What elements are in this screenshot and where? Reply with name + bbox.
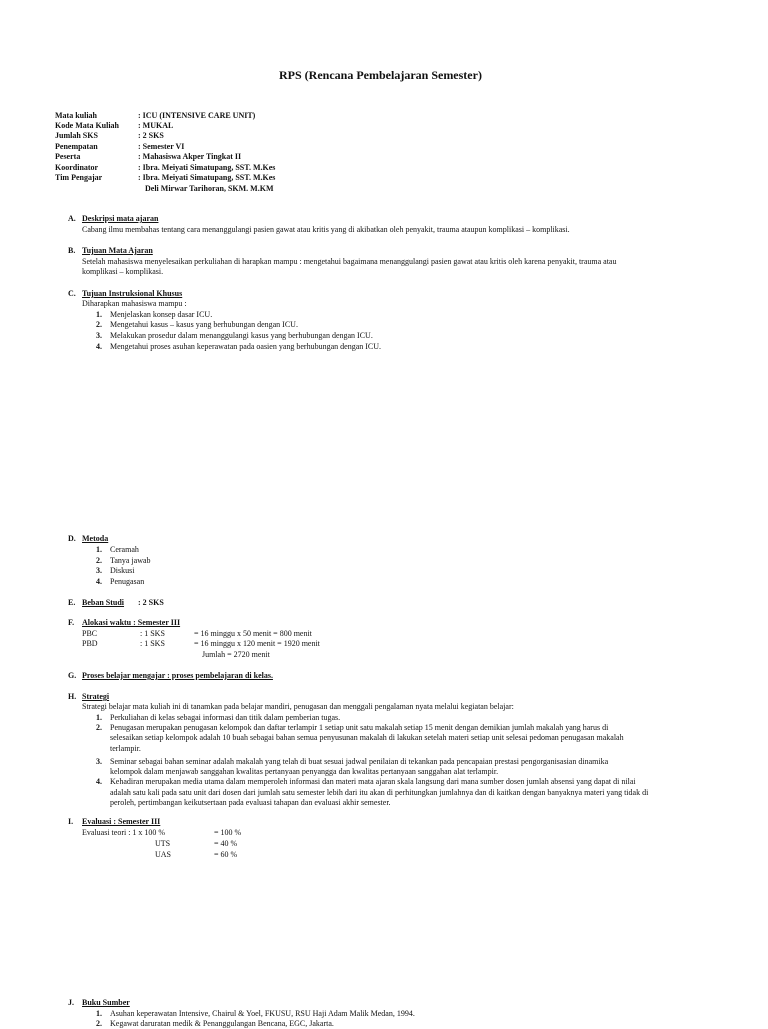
eval-row-label: Evaluasi teori : 1 x 100 % <box>82 828 166 837</box>
section-heading: Tujuan Instruksional Khusus <box>82 289 183 298</box>
section-heading: Buku Sumber <box>82 998 130 1007</box>
section-letter: A. <box>68 214 76 223</box>
section-heading: Strategi <box>82 692 110 701</box>
section-letter: H. <box>68 692 77 701</box>
list-number: 2. <box>96 723 102 732</box>
info-value: : MUKAL <box>138 121 174 130</box>
section-heading: Tujuan Mata Ajaran <box>82 246 153 255</box>
info-label: Penempatan <box>55 142 98 151</box>
section-heading: Beban Studi <box>82 598 125 607</box>
info-label: Peserta <box>55 152 81 161</box>
time-row-calc: = 16 minggu x 120 menit = 1920 menit <box>194 639 320 648</box>
list-item: Asuhan keperawatan Intensive, Chairul & Yoel, FKUSU, RSU Haji Adam Malik Medan, 1994. <box>110 1009 415 1018</box>
list-item: Penugasan merupakan penugasan kelompok dan daftar terlampir 1 setiap unit satu makalah setiap 15 menit dengan demikian jumlah makalah yang harus di <box>110 723 609 732</box>
list-item: Melakukan prosedur dalam menanggulangi kasus yang berhubungan dengan ICU. <box>110 331 373 340</box>
section-letter: J. <box>68 998 74 1007</box>
section-intro: Strategi belajar mata kuliah ini di tanamkan pada belajar mandiri, penugasan dan menggali pengalaman nyata melalui kegiatan belajar: <box>82 702 514 711</box>
list-number: 1. <box>96 713 102 722</box>
list-number: 3. <box>96 757 102 766</box>
eval-row-value: = 40 % <box>214 839 238 848</box>
info-label: Koordinator <box>55 163 99 172</box>
eval-row-label: UTS <box>155 839 171 848</box>
list-number: 3. <box>96 331 102 340</box>
list-item: Kehadiran merupakan media utama dalam memperoleh informasi dan materi mata ajaran skala langsung dari mana sumber dosen jumlah absensi yang dapat di nilai <box>110 777 636 786</box>
section-heading: Evaluasi : Semester III <box>82 817 161 826</box>
section-letter: G. <box>68 671 77 680</box>
list-item: Menjelaskan konsep dasar ICU. <box>110 310 213 319</box>
list-item: terlampir. <box>110 744 141 753</box>
page-title: RPS (Rencana Pembelajaran Semester) <box>279 68 482 82</box>
section-letter: I. <box>68 817 74 826</box>
list-item: selesaikan setiap kelompok adalah 10 buah sebagai bahan semua penyusunan makalah di lakukan setelah materi setiap unit selesai pedoman penugasan makalah <box>110 733 624 742</box>
section-letter: C. <box>68 289 76 298</box>
time-row-sks: : 1 SKS <box>140 639 165 648</box>
list-item: adalah satu kali pada satu unit dari dosen dari jumlah satu semester lebih dari itu akan di perhitungkan jumlahnya dan di kaitkan dengan banyaknya materi yang tidak di <box>110 788 649 797</box>
eval-row-value: = 100 % <box>214 828 242 837</box>
list-number: 1. <box>96 310 102 319</box>
list-number: 4. <box>96 577 102 586</box>
list-item: peroleh, pertimbangan keikutsertaan pada evaluasi tahapan dan evaluasi akhir semester. <box>110 798 391 807</box>
list-number: 2. <box>96 556 102 565</box>
section-body: komplikasi – komplikasi. <box>82 267 164 276</box>
list-number: 1. <box>96 545 102 554</box>
time-row-total: Jumlah = 2720 menit <box>202 650 270 659</box>
section-body: Cabang ilmu membahas tentang cara menanggulangi pasien gawat atau kritis yang di akibatkan oleh penyakit, trauma ataupun komplikasi – komplikasi. <box>82 225 570 234</box>
list-number: 2. <box>96 320 102 329</box>
list-number: 3. <box>96 566 102 575</box>
section-heading: Deskripsi mata ajaran <box>82 214 159 223</box>
section-heading: Alokasi waktu : Semester III <box>82 618 181 627</box>
section-letter: F. <box>68 618 75 627</box>
time-row-calc: = 16 minggu x 50 menit = 800 menit <box>194 629 312 638</box>
info-label: Tim Pengajar <box>55 173 103 182</box>
info-value: : Semester VI <box>138 142 185 151</box>
section-body: Setelah mahasiswa menyelesaikan perkuliahan di harapkan mampu : mengetahui bagaimana menanggulangi pasien gawat atau kritis oleh karena penyakit, trauma atau <box>82 257 617 266</box>
list-item: Tanya jawab <box>110 556 151 565</box>
time-row-label: PBD <box>82 639 98 648</box>
info-label: Mata kuliah <box>55 111 98 120</box>
section-intro: Diharapkan mahasiswa mampu : <box>82 299 187 308</box>
list-item: Mengetahui proses asuhan keperawatan pada oasien yang berhubungan dengan ICU. <box>110 342 382 351</box>
eval-row-value: = 60 % <box>214 850 238 859</box>
list-item: Kegawat daruratan medik & Penanggulangan Bencana, EGC, Jakarta. <box>110 1019 334 1028</box>
list-item: Penugasan <box>110 577 145 586</box>
list-item: kelompok dalam menjawab sanggahan kwalitas pertanyaan penyangga dan kwalitas pertanyaan sanggahan alat terlampir. <box>110 767 499 776</box>
section-letter: B. <box>68 246 76 255</box>
list-number: 1. <box>96 1009 102 1018</box>
section-heading: Metoda <box>82 534 109 543</box>
list-item: Ceramah <box>110 545 139 554</box>
time-row-label: PBC <box>82 629 98 638</box>
section-value: : 2 SKS <box>138 598 164 607</box>
info-value: : ICU (INTENSIVE CARE UNIT) <box>138 111 256 120</box>
time-row-sks: : 1 SKS <box>140 629 165 638</box>
section-letter: E. <box>68 598 76 607</box>
list-item: Diskusi <box>110 566 135 575</box>
info-label: Kode Mata Kuliah <box>55 121 120 130</box>
list-number: 2. <box>96 1019 102 1028</box>
list-item: Seminar sebagai bahan seminar adalah makalah yang telah di buat sesuai jadwal penilaian di tekankan pada pencapaian prestasi pengorganisasian dinamika <box>110 757 609 766</box>
info-value: : Mahasiswa Akper Tingkat II <box>138 152 242 161</box>
info-value: : Ibra. Meiyati Simatupang, SST. M.Kes <box>138 163 276 172</box>
info-value: Deli Mirwar Tarihoran, SKM. M.KM <box>145 184 274 193</box>
section-heading: Proses belajar mengajar : proses pembelajaran di kelas. <box>82 671 273 680</box>
info-value: : Ibra. Meiyati Simatupang, SST. M.Kes <box>138 173 276 182</box>
info-label: Jumlah SKS <box>55 131 98 140</box>
list-number: 4. <box>96 342 102 351</box>
list-item: Mengetahui kasus – kasus yang berhubungan dengan ICU. <box>110 320 298 329</box>
list-item: Perkuliahan di kelas sebagai informasi dan titik dalam pemberian tugas. <box>110 713 341 722</box>
list-number: 4. <box>96 777 102 786</box>
info-value: : 2 SKS <box>138 131 164 140</box>
eval-row-label: UAS <box>155 850 172 859</box>
section-letter: D. <box>68 534 76 543</box>
